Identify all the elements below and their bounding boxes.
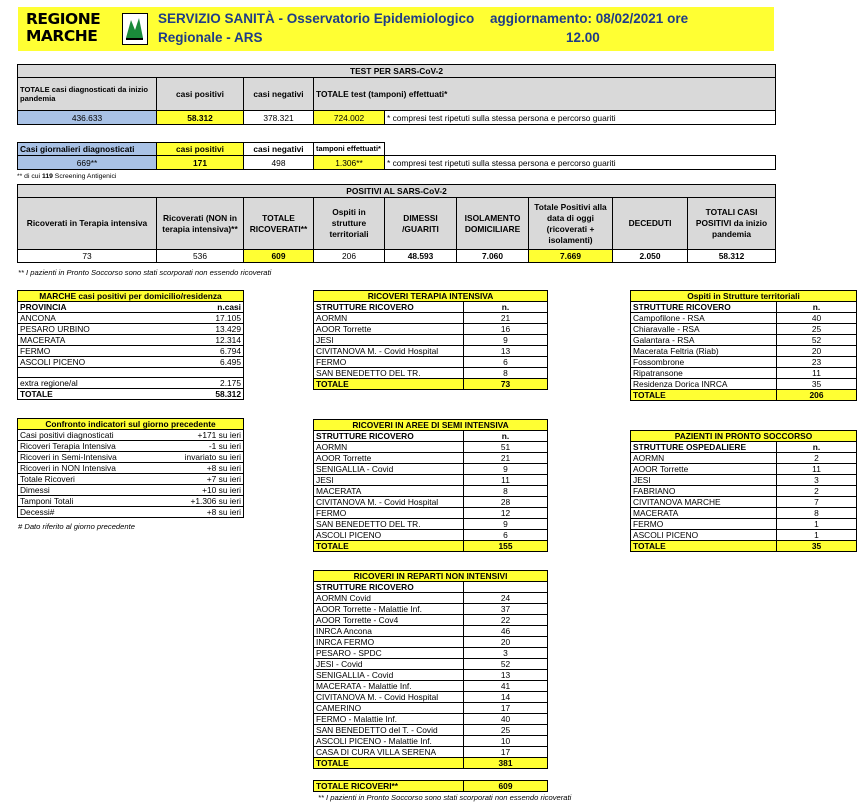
row-name: Ricoveri Terapia Intensiva <box>18 441 158 452</box>
table-row <box>314 313 548 324</box>
table-row <box>314 368 548 379</box>
total-label: TOTALE <box>314 758 464 769</box>
table-row <box>314 486 548 497</box>
row-value: 21 <box>464 313 548 324</box>
row-value: 52 <box>777 335 857 346</box>
row-name: AORMN <box>314 313 464 324</box>
table-row <box>314 747 548 758</box>
table-row <box>314 670 548 681</box>
total-value: 35 <box>777 541 857 552</box>
positivi-header-cell: Ricoverati (NON in terapia intensiva)** <box>157 198 244 250</box>
row-value: 9 <box>464 464 548 475</box>
positivi-header-cell: DECEDUTI <box>613 198 688 250</box>
row-value: 13.429 <box>158 324 244 335</box>
total-label: TOTALE <box>314 379 464 390</box>
table-row <box>18 313 244 324</box>
row-value: +1.306 su ieri <box>158 496 244 507</box>
total-row <box>18 389 244 400</box>
row-value: 9 <box>464 519 548 530</box>
header-daily-tests: tamponi effettuati* <box>314 143 385 156</box>
header-negative: casi negativi <box>244 78 314 111</box>
row-value: 14 <box>464 692 548 703</box>
row-name: MACERATA <box>18 335 158 346</box>
positivi-header-cell: ISOLAMENTO DOMICILIARE <box>457 198 529 250</box>
total-label: TOTALE <box>631 390 777 401</box>
table-row <box>631 486 857 497</box>
positivi-value-cell: 48.593 <box>385 250 457 263</box>
row-value: 16 <box>464 324 548 335</box>
row-name: AORMN <box>314 442 464 453</box>
table-row <box>314 464 548 475</box>
row-name: SENIGALLIA - Covid <box>314 670 464 681</box>
confronto-table <box>17 418 244 518</box>
table-row <box>18 441 244 452</box>
total-label: TOTALE <box>631 541 777 552</box>
positivi-header-cell: TOTALE RICOVERATI** <box>244 198 314 250</box>
positivi-value-cell: 536 <box>157 250 244 263</box>
row-value: 2 <box>777 453 857 464</box>
total-row <box>631 541 857 552</box>
row-name: Residenza Dorica INRCA <box>631 379 777 390</box>
table-row <box>314 736 548 747</box>
row-name: FERMO <box>631 519 777 530</box>
row-value: invariato su ieri <box>158 452 244 463</box>
table-row <box>18 474 244 485</box>
total-row <box>314 758 548 769</box>
row-name: Casi positivi diagnosticati <box>18 430 158 441</box>
total-row <box>314 541 548 552</box>
table-row <box>631 379 857 390</box>
row-value: +10 su ieri <box>158 485 244 496</box>
row-name: ANCONA <box>18 313 158 324</box>
row-value: 13 <box>464 346 548 357</box>
positivi-title: POSITIVI AL SARS-CoV-2 <box>18 185 776 198</box>
table-row <box>18 324 244 335</box>
table-row <box>18 485 244 496</box>
row-name: Campofilone - RSA <box>631 313 777 324</box>
header-total-tests: TOTALE test (tamponi) effettuati* <box>314 78 776 111</box>
daily-note: * compresi test ripetuti sulla stessa persona e percorso guariti <box>385 156 776 170</box>
value-total-tests: 724.002 <box>314 111 385 125</box>
row-value: 22 <box>464 615 548 626</box>
ti-header-name: STRUTTURE RICOVERO <box>314 302 464 313</box>
row-value: 10 <box>464 736 548 747</box>
table-row <box>631 530 857 541</box>
row-value: 11 <box>777 368 857 379</box>
ospiti-table <box>630 290 857 401</box>
nonint-table <box>313 570 548 769</box>
row-name: FERMO <box>18 346 158 357</box>
row-value: +7 su ieri <box>158 474 244 485</box>
row-name: CIVITANOVA MARCHE <box>631 497 777 508</box>
total-value: 73 <box>464 379 548 390</box>
total-row <box>314 379 548 390</box>
regional-emblem-icon <box>122 13 148 45</box>
row-name: SAN BENEDETTO DEL TR. <box>314 519 464 530</box>
table-row <box>631 313 857 324</box>
row-value: 12 <box>464 508 548 519</box>
positivi-table <box>17 184 776 263</box>
row-name: Dimessi <box>18 485 158 496</box>
row-name: JESI <box>314 335 464 346</box>
row-value: +8 su ieri <box>158 507 244 518</box>
ps-table <box>630 430 857 552</box>
table-row <box>631 475 857 486</box>
table-row <box>314 615 548 626</box>
test-note: * compresi test ripetuti sulla stessa persona e percorso guariti <box>385 111 776 125</box>
row-value: 3 <box>777 475 857 486</box>
row-name: PESARO - SPDC <box>314 648 464 659</box>
positivi-value-cell: 609 <box>244 250 314 263</box>
table-row <box>314 453 548 464</box>
ps-header-name: STRUTTURE OSPEDALIERE <box>631 442 777 453</box>
table-row <box>314 357 548 368</box>
row-name: Chiaravalle - RSA <box>631 324 777 335</box>
row-value: 46 <box>464 626 548 637</box>
value-daily-negative: 498 <box>244 156 314 170</box>
table-row <box>314 508 548 519</box>
table-row <box>631 368 857 379</box>
header-total-cases: TOTALE casi diagnosticati da inizio pandemia <box>18 78 157 111</box>
row-value: +8 su ieri <box>158 463 244 474</box>
daily-table <box>17 142 776 170</box>
row-name: ASCOLI PICENO - Malattie Inf. <box>314 736 464 747</box>
total-value: 381 <box>464 758 548 769</box>
table-row <box>631 346 857 357</box>
row-value: 6.495 <box>158 357 244 368</box>
extra-name: extra regione/al <box>18 378 158 389</box>
total-value: 58.312 <box>158 389 244 400</box>
row-value: 20 <box>777 346 857 357</box>
row-value: 24 <box>464 593 548 604</box>
row-value: 25 <box>777 324 857 335</box>
row-name: FERMO - Malattie Inf. <box>314 714 464 725</box>
row-value: +171 su ieri <box>158 430 244 441</box>
row-name: CAMERINO <box>314 703 464 714</box>
row-value: 12.314 <box>158 335 244 346</box>
table-row <box>314 335 548 346</box>
table-row <box>314 714 548 725</box>
row-name: Galantara - RSA <box>631 335 777 346</box>
ospiti-header-name: STRUTTURE RICOVERO <box>631 302 777 313</box>
row-value: 41 <box>464 681 548 692</box>
grand-total-table <box>313 780 548 792</box>
positivi-header-cell: DIMESSI /GUARITI <box>385 198 457 250</box>
ospiti-title: Ospiti in Strutture territoriali <box>631 291 857 302</box>
table-row <box>314 703 548 714</box>
row-value: 17 <box>464 747 548 758</box>
row-value: 35 <box>777 379 857 390</box>
table-row <box>631 519 857 530</box>
row-name: Ripatransone <box>631 368 777 379</box>
total-label: TOTALE <box>314 541 464 552</box>
header-title-line1: SERVIZIO SANITÀ - Osservatorio Epidemiologico <box>158 11 475 26</box>
row-value: 40 <box>464 714 548 725</box>
positivi-value-cell: 7.060 <box>457 250 529 263</box>
extra-row <box>18 378 244 389</box>
province-header-value: n.casi <box>158 302 244 313</box>
positivi-header-cell: TOTALI CASI POSITIVI da inizio pandemia <box>688 198 776 250</box>
update-line1: aggiornamento: 08/02/2021 ore <box>490 11 689 26</box>
row-value: 7 <box>777 497 857 508</box>
nonint-note: ** I pazienti in Pronto Soccorso sono stati scorporati non essendo ricoverati <box>318 793 572 802</box>
row-value: 1 <box>777 530 857 541</box>
ti-title: RICOVERI TERAPIA INTENSIVA <box>314 291 548 302</box>
table-row <box>314 637 548 648</box>
table-row <box>631 508 857 519</box>
row-name: AOOR Torrette <box>314 324 464 335</box>
confronto-title: Confronto indicatori sul giorno precedente <box>18 419 244 430</box>
row-name: AOOR Torrette <box>314 453 464 464</box>
header-daily-cases: Casi giornalieri diagnosticati <box>18 143 157 156</box>
row-name: JESI - Covid <box>314 659 464 670</box>
ospiti-header-value: n. <box>777 302 857 313</box>
value-daily-positive: 171 <box>157 156 244 170</box>
header-daily-positive: casi positivi <box>157 143 244 156</box>
grand-total-value: 609 <box>464 781 548 792</box>
total-label: TOTALE <box>18 389 158 400</box>
positivi-value-cell: 7.669 <box>529 250 613 263</box>
semi-title: RICOVERI IN AREE DI SEMI INTENSIVA <box>314 420 548 431</box>
positivi-value-cell: 2.050 <box>613 250 688 263</box>
table-row <box>631 335 857 346</box>
value-daily-tests: 1.306** <box>314 156 385 170</box>
row-name: MACERATA <box>314 486 464 497</box>
row-value: 51 <box>464 442 548 453</box>
row-name: ASCOLI PICENO <box>631 530 777 541</box>
row-name: ASCOLI PICENO <box>18 357 158 368</box>
row-name: Totale Ricoveri <box>18 474 158 485</box>
row-value: 25 <box>464 725 548 736</box>
row-value: 13 <box>464 670 548 681</box>
row-value: 11 <box>777 464 857 475</box>
table-row <box>314 692 548 703</box>
test-table <box>17 64 776 125</box>
row-name: FERMO <box>314 508 464 519</box>
row-name: MACERATA <box>631 508 777 519</box>
table-row <box>18 430 244 441</box>
row-name: AOOR Torrette <box>631 464 777 475</box>
table-row <box>18 463 244 474</box>
row-name: Ricoveri in NON Intensiva <box>18 463 158 474</box>
ti-header-value: n. <box>464 302 548 313</box>
row-name: CASA DI CURA VILLA SERENA <box>314 747 464 758</box>
table-row <box>314 530 548 541</box>
row-name: AORMN Covid <box>314 593 464 604</box>
header-title-line2: Regionale - ARS <box>158 30 263 45</box>
row-name: SENIGALLIA - Covid <box>314 464 464 475</box>
total-value: 155 <box>464 541 548 552</box>
positivi-note: ** I pazienti in Pronto Soccorso sono stati scorporati non essendo ricoverati <box>18 268 272 277</box>
row-name: AOOR Torrette - Malattie Inf. <box>314 604 464 615</box>
row-value: 6.794 <box>158 346 244 357</box>
table-row <box>314 497 548 508</box>
positivi-header-cell: Totale Positivi alla data di oggi (ricoverati + isolamenti) <box>529 198 613 250</box>
row-name: Fossombrone <box>631 357 777 368</box>
row-value: 1 <box>777 519 857 530</box>
confronto-note: # Dato riferito al giorno precedente <box>18 522 135 531</box>
table-row <box>314 475 548 486</box>
row-name: CIVITANOVA M. - Covid Hospital <box>314 497 464 508</box>
total-value: 206 <box>777 390 857 401</box>
province-table <box>17 290 244 400</box>
table-row <box>631 324 857 335</box>
table-row <box>18 357 244 368</box>
row-name: SAN BENEDETTO DEL TR. <box>314 368 464 379</box>
row-value: -1 su ieri <box>158 441 244 452</box>
row-name: MACERATA - Malattie Inf. <box>314 681 464 692</box>
update-line2: 12.00 <box>566 30 600 45</box>
table-row <box>18 335 244 346</box>
header-positive: casi positivi <box>157 78 244 111</box>
row-name: INRCA FERMO <box>314 637 464 648</box>
table-row <box>314 324 548 335</box>
table-row <box>314 346 548 357</box>
row-name: Tamponi Totali <box>18 496 158 507</box>
table-row <box>314 681 548 692</box>
row-name: INRCA Ancona <box>314 626 464 637</box>
positivi-header-cell: Ricoverati in Terapia intensiva <box>18 198 157 250</box>
regione-marche-logo <box>26 10 150 48</box>
table-row <box>631 464 857 475</box>
row-value: 6 <box>464 530 548 541</box>
table-row <box>18 346 244 357</box>
table-row <box>18 496 244 507</box>
row-value: 11 <box>464 475 548 486</box>
header-daily-negative: casi negativi <box>244 143 314 156</box>
row-value: 3 <box>464 648 548 659</box>
row-name: CIVITANOVA M. - Covid Hospital <box>314 692 464 703</box>
nonint-title: RICOVERI IN REPARTI NON INTENSIVI <box>314 571 548 582</box>
row-name: PESARO URBINO <box>18 324 158 335</box>
row-value: 28 <box>464 497 548 508</box>
value-negative: 378.321 <box>244 111 314 125</box>
nonint-header-name: STRUTTURE RICOVERO <box>314 582 464 593</box>
daily-footnote: ** di cui 119 Screening Antigenici <box>17 173 117 180</box>
logo-line1: REGIONE <box>26 10 101 28</box>
row-value: 23 <box>777 357 857 368</box>
test-table-title: TEST PER SARS-CoV-2 <box>18 65 776 78</box>
row-value: 52 <box>464 659 548 670</box>
row-name: AOOR Torrette - Cov4 <box>314 615 464 626</box>
table-row <box>631 497 857 508</box>
row-value: 20 <box>464 637 548 648</box>
table-row <box>18 452 244 463</box>
table-row <box>314 442 548 453</box>
row-name: Ricoveri in Semi-Intensiva <box>18 452 158 463</box>
row-value: 40 <box>777 313 857 324</box>
row-name: SAN BENEDETTO del T. - Covid <box>314 725 464 736</box>
row-name: FABRIANO <box>631 486 777 497</box>
value-daily-cases: 669** <box>18 156 157 170</box>
positivi-value-cell: 206 <box>314 250 385 263</box>
positivi-value-cell: 73 <box>18 250 157 263</box>
row-value: 8 <box>777 508 857 519</box>
row-value: 2 <box>777 486 857 497</box>
grand-total-label: TOTALE RICOVERI** <box>314 781 464 792</box>
row-value: 21 <box>464 453 548 464</box>
table-row <box>314 725 548 736</box>
row-name: Decessi# <box>18 507 158 518</box>
row-name: CIVITANOVA M. - Covid Hospital <box>314 346 464 357</box>
row-name: JESI <box>314 475 464 486</box>
table-row <box>314 648 548 659</box>
semi-table <box>313 419 548 552</box>
ps-header-value: n. <box>777 442 857 453</box>
row-name: AORMN <box>631 453 777 464</box>
table-row <box>631 357 857 368</box>
logo-line2: MARCHE <box>26 27 98 45</box>
row-name: ASCOLI PICENO <box>314 530 464 541</box>
table-row <box>314 626 548 637</box>
value-total-cases: 436.633 <box>18 111 157 125</box>
row-value: 6 <box>464 357 548 368</box>
total-row <box>631 390 857 401</box>
semi-header-name: STRUTTURE RICOVERO <box>314 431 464 442</box>
value-positive: 58.312 <box>157 111 244 125</box>
row-name: JESI <box>631 475 777 486</box>
table-row <box>631 453 857 464</box>
row-name: FERMO <box>314 357 464 368</box>
row-value: 9 <box>464 335 548 346</box>
row-value: 17.105 <box>158 313 244 324</box>
semi-header-value: n. <box>464 431 548 442</box>
positivi-header-cell: Ospiti in strutture territoriali <box>314 198 385 250</box>
row-value: 8 <box>464 486 548 497</box>
extra-value: 2.175 <box>158 378 244 389</box>
row-value: 37 <box>464 604 548 615</box>
positivi-value-cell: 58.312 <box>688 250 776 263</box>
row-value: 17 <box>464 703 548 714</box>
row-name: Macerata Feltria (Riab) <box>631 346 777 357</box>
table-row <box>314 593 548 604</box>
ti-table <box>313 290 548 390</box>
table-row <box>314 659 548 670</box>
row-value: 8 <box>464 368 548 379</box>
table-row <box>314 519 548 530</box>
province-title: MARCHE casi positivi per domicilio/residenza <box>18 291 244 302</box>
ps-title: PAZIENTI IN PRONTO SOCCORSO <box>631 431 857 442</box>
table-row <box>314 604 548 615</box>
table-row <box>18 507 244 518</box>
province-header-name: PROVINCIA <box>18 302 158 313</box>
